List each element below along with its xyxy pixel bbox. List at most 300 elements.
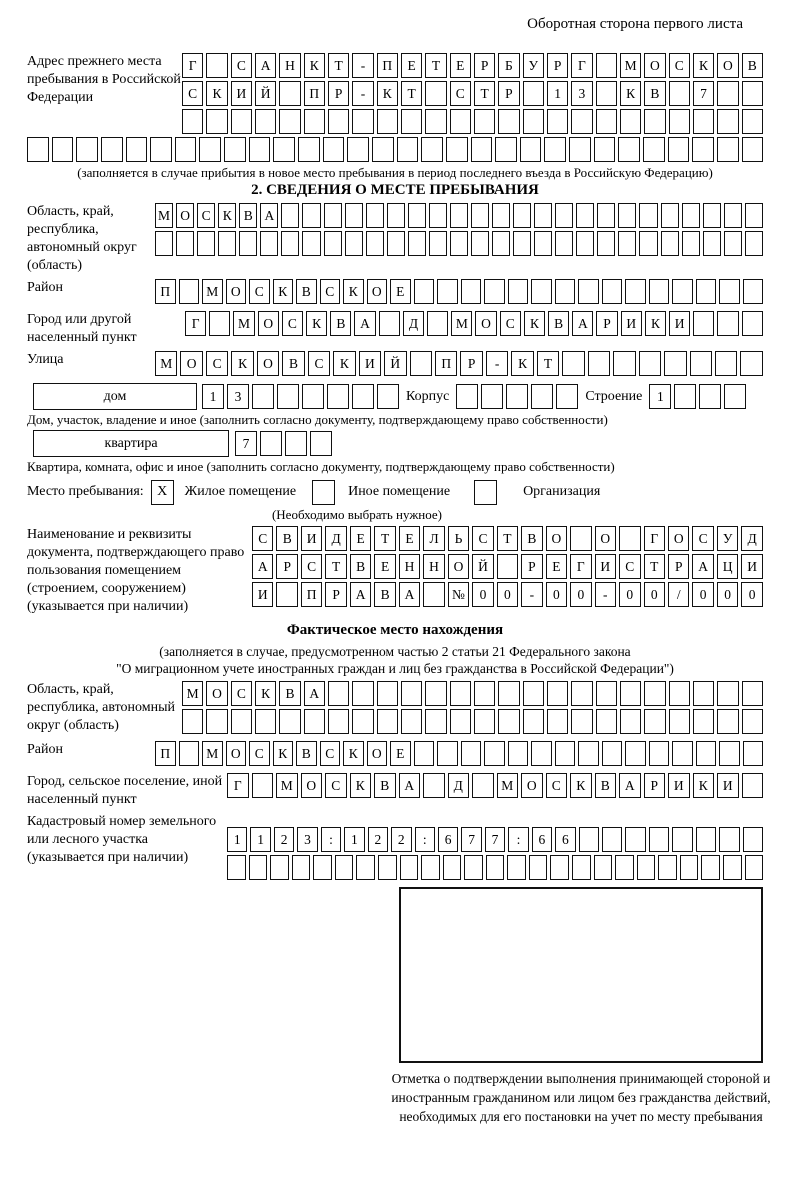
char-cell[interactable] xyxy=(471,203,489,228)
char-cell[interactable] xyxy=(401,681,422,706)
char-cell[interactable] xyxy=(547,681,568,706)
char-cell[interactable] xyxy=(637,855,656,880)
char-cell[interactable] xyxy=(588,351,610,376)
char-cell[interactable] xyxy=(555,279,576,304)
char-cell[interactable]: К xyxy=(273,741,294,766)
char-cell[interactable] xyxy=(209,311,230,336)
char-cell[interactable]: А xyxy=(692,554,713,579)
char-cell[interactable] xyxy=(279,81,300,106)
char-cell[interactable] xyxy=(717,311,738,336)
char-cell[interactable] xyxy=(227,855,246,880)
char-cell[interactable] xyxy=(292,855,311,880)
char-cell[interactable] xyxy=(387,231,405,256)
char-cell[interactable]: А xyxy=(399,582,420,607)
char-cell[interactable]: 3 xyxy=(297,827,317,852)
char-cell[interactable]: 6 xyxy=(555,827,575,852)
char-cell[interactable]: И xyxy=(252,582,273,607)
char-cell[interactable]: : xyxy=(415,827,435,852)
char-cell[interactable] xyxy=(461,279,482,304)
char-cell[interactable]: 7 xyxy=(693,81,714,106)
char-cell[interactable] xyxy=(644,681,665,706)
char-cell[interactable]: В xyxy=(374,773,396,798)
char-cell[interactable] xyxy=(484,279,505,304)
char-cell[interactable]: Л xyxy=(423,526,444,551)
char-cell[interactable] xyxy=(534,231,552,256)
char-cell[interactable]: С xyxy=(500,311,521,336)
char-cell[interactable] xyxy=(281,203,299,228)
char-cell[interactable] xyxy=(724,231,742,256)
char-cell[interactable] xyxy=(682,203,700,228)
char-cell[interactable]: К xyxy=(273,279,294,304)
checkbox-inoe[interactable] xyxy=(312,480,335,505)
char-cell[interactable]: Г xyxy=(185,311,206,336)
char-cell[interactable]: Т xyxy=(497,526,518,551)
char-cell[interactable]: А xyxy=(354,311,375,336)
char-cell[interactable] xyxy=(531,384,553,409)
char-cell[interactable] xyxy=(377,709,398,734)
char-cell[interactable]: О xyxy=(644,53,665,78)
char-cell[interactable]: С xyxy=(231,53,252,78)
char-cell[interactable] xyxy=(625,279,646,304)
char-cell[interactable]: В xyxy=(330,311,351,336)
char-cell[interactable] xyxy=(408,203,426,228)
char-cell[interactable]: : xyxy=(321,827,341,852)
char-cell[interactable] xyxy=(328,109,349,134)
char-cell[interactable]: П xyxy=(304,81,325,106)
char-cell[interactable] xyxy=(179,279,200,304)
char-cell[interactable] xyxy=(513,231,531,256)
char-cell[interactable]: - xyxy=(521,582,542,607)
char-cell[interactable] xyxy=(379,311,400,336)
char-cell[interactable] xyxy=(27,137,49,162)
char-cell[interactable] xyxy=(352,384,374,409)
char-cell[interactable]: О xyxy=(226,279,247,304)
char-cell[interactable] xyxy=(327,384,349,409)
char-cell[interactable] xyxy=(277,384,299,409)
char-cell[interactable]: Н xyxy=(423,554,444,579)
char-cell[interactable]: П xyxy=(435,351,457,376)
char-cell[interactable] xyxy=(101,137,123,162)
char-cell[interactable] xyxy=(669,709,690,734)
char-cell[interactable]: К xyxy=(218,203,236,228)
char-cell[interactable] xyxy=(255,109,276,134)
char-cell[interactable] xyxy=(668,137,690,162)
char-cell[interactable]: С xyxy=(231,681,252,706)
char-cell[interactable] xyxy=(497,554,518,579)
char-cell[interactable]: О xyxy=(301,773,323,798)
char-cell[interactable] xyxy=(255,709,276,734)
char-cell[interactable]: С xyxy=(252,526,273,551)
char-cell[interactable]: М xyxy=(451,311,472,336)
char-cell[interactable] xyxy=(328,709,349,734)
char-cell[interactable] xyxy=(182,109,203,134)
char-cell[interactable] xyxy=(692,137,714,162)
char-cell[interactable] xyxy=(450,203,468,228)
char-cell[interactable] xyxy=(696,279,717,304)
char-cell[interactable] xyxy=(492,231,510,256)
char-cell[interactable] xyxy=(740,351,762,376)
char-cell[interactable]: О xyxy=(226,741,247,766)
char-cell[interactable] xyxy=(649,279,670,304)
char-cell[interactable] xyxy=(492,203,510,228)
char-cell[interactable]: Е xyxy=(390,279,411,304)
char-cell[interactable] xyxy=(699,384,721,409)
char-cell[interactable] xyxy=(555,231,573,256)
char-cell[interactable]: 1 xyxy=(250,827,270,852)
char-cell[interactable] xyxy=(523,681,544,706)
char-cell[interactable]: 1 xyxy=(649,384,671,409)
char-cell[interactable] xyxy=(576,203,594,228)
char-cell[interactable]: И xyxy=(621,311,642,336)
char-cell[interactable] xyxy=(206,53,227,78)
char-cell[interactable] xyxy=(513,203,531,228)
char-cell[interactable] xyxy=(260,231,278,256)
char-cell[interactable] xyxy=(717,681,738,706)
char-cell[interactable] xyxy=(421,137,443,162)
char-cell[interactable] xyxy=(285,431,307,456)
char-cell[interactable]: О xyxy=(546,526,567,551)
char-cell[interactable] xyxy=(619,526,640,551)
char-cell[interactable] xyxy=(669,681,690,706)
char-cell[interactable]: К xyxy=(645,311,666,336)
char-cell[interactable]: М xyxy=(276,773,298,798)
char-cell[interactable] xyxy=(425,709,446,734)
char-cell[interactable] xyxy=(639,231,657,256)
char-cell[interactable] xyxy=(508,279,529,304)
char-cell[interactable]: Р xyxy=(668,554,689,579)
char-cell[interactable]: Г xyxy=(644,526,665,551)
char-cell[interactable]: Г xyxy=(571,53,592,78)
char-cell[interactable] xyxy=(672,741,693,766)
char-cell[interactable]: В xyxy=(296,741,317,766)
char-cell[interactable]: О xyxy=(367,279,388,304)
char-cell[interactable] xyxy=(742,137,764,162)
char-cell[interactable] xyxy=(596,81,617,106)
char-cell[interactable] xyxy=(450,231,468,256)
char-cell[interactable]: 7 xyxy=(461,827,481,852)
char-cell[interactable] xyxy=(544,137,566,162)
char-cell[interactable] xyxy=(410,351,432,376)
char-cell[interactable] xyxy=(471,137,493,162)
char-cell[interactable]: С xyxy=(619,554,640,579)
char-cell[interactable]: - xyxy=(486,351,508,376)
char-cell[interactable] xyxy=(179,741,200,766)
char-cell[interactable]: С xyxy=(320,741,341,766)
char-cell[interactable]: К xyxy=(524,311,545,336)
char-cell[interactable] xyxy=(302,384,324,409)
char-cell[interactable]: В xyxy=(282,351,304,376)
char-cell[interactable] xyxy=(464,855,483,880)
char-cell[interactable] xyxy=(602,827,622,852)
char-cell[interactable] xyxy=(356,855,375,880)
char-cell[interactable] xyxy=(252,773,274,798)
char-cell[interactable]: В xyxy=(644,81,665,106)
char-cell[interactable] xyxy=(661,231,679,256)
char-cell[interactable]: А xyxy=(304,681,325,706)
char-cell[interactable] xyxy=(555,741,576,766)
char-cell[interactable] xyxy=(498,109,519,134)
char-cell[interactable]: Д xyxy=(741,526,762,551)
char-cell[interactable] xyxy=(345,231,363,256)
char-cell[interactable]: С xyxy=(450,81,471,106)
char-cell[interactable]: С xyxy=(546,773,568,798)
char-cell[interactable]: 6 xyxy=(438,827,458,852)
char-cell[interactable]: К xyxy=(343,279,364,304)
char-cell[interactable]: Р xyxy=(460,351,482,376)
char-cell[interactable]: Е xyxy=(390,741,411,766)
char-cell[interactable] xyxy=(570,526,591,551)
char-cell[interactable] xyxy=(597,231,615,256)
char-cell[interactable] xyxy=(328,681,349,706)
char-cell[interactable] xyxy=(377,384,399,409)
char-cell[interactable] xyxy=(461,741,482,766)
char-cell[interactable]: А xyxy=(619,773,641,798)
char-cell[interactable]: Р xyxy=(325,582,346,607)
char-cell[interactable] xyxy=(224,137,246,162)
char-cell[interactable]: М xyxy=(497,773,519,798)
char-cell[interactable] xyxy=(572,855,591,880)
char-cell[interactable] xyxy=(745,231,763,256)
char-cell[interactable] xyxy=(696,741,717,766)
char-cell[interactable] xyxy=(556,384,578,409)
char-cell[interactable] xyxy=(620,681,641,706)
char-cell[interactable] xyxy=(323,137,345,162)
char-cell[interactable] xyxy=(443,855,462,880)
char-cell[interactable] xyxy=(618,231,636,256)
char-cell[interactable]: В xyxy=(374,582,395,607)
char-cell[interactable] xyxy=(594,137,616,162)
char-cell[interactable]: К xyxy=(693,53,714,78)
char-cell[interactable] xyxy=(252,384,274,409)
char-cell[interactable] xyxy=(620,109,641,134)
char-cell[interactable] xyxy=(397,137,419,162)
char-cell[interactable] xyxy=(625,741,646,766)
char-cell[interactable] xyxy=(547,109,568,134)
char-cell[interactable]: В xyxy=(742,53,763,78)
char-cell[interactable]: Р xyxy=(644,773,666,798)
char-cell[interactable] xyxy=(531,279,552,304)
char-cell[interactable] xyxy=(423,773,445,798)
char-cell[interactable] xyxy=(260,431,282,456)
char-cell[interactable] xyxy=(400,855,419,880)
char-cell[interactable] xyxy=(279,109,300,134)
char-cell[interactable] xyxy=(742,109,763,134)
char-cell[interactable] xyxy=(661,203,679,228)
char-cell[interactable] xyxy=(175,137,197,162)
char-cell[interactable]: Ц xyxy=(717,554,738,579)
char-cell[interactable] xyxy=(76,137,98,162)
char-cell[interactable]: 0 xyxy=(644,582,665,607)
char-cell[interactable]: М xyxy=(155,351,177,376)
char-cell[interactable] xyxy=(745,203,763,228)
char-cell[interactable] xyxy=(625,827,645,852)
char-cell[interactable]: Т xyxy=(401,81,422,106)
char-cell[interactable]: И xyxy=(359,351,381,376)
char-cell[interactable] xyxy=(562,351,584,376)
char-cell[interactable]: Т xyxy=(325,554,346,579)
char-cell[interactable] xyxy=(693,311,714,336)
char-cell[interactable] xyxy=(472,773,494,798)
char-cell[interactable] xyxy=(602,279,623,304)
char-cell[interactable] xyxy=(324,203,342,228)
char-cell[interactable] xyxy=(176,231,194,256)
char-cell[interactable] xyxy=(352,709,373,734)
char-cell[interactable] xyxy=(279,709,300,734)
char-cell[interactable]: В xyxy=(296,279,317,304)
char-cell[interactable]: Г xyxy=(227,773,249,798)
char-cell[interactable] xyxy=(703,231,721,256)
char-cell[interactable] xyxy=(693,681,714,706)
char-cell[interactable] xyxy=(701,855,720,880)
char-cell[interactable]: Д xyxy=(325,526,346,551)
char-cell[interactable] xyxy=(197,231,215,256)
char-cell[interactable]: Б xyxy=(498,53,519,78)
char-cell[interactable]: П xyxy=(155,741,176,766)
char-cell[interactable] xyxy=(743,741,764,766)
char-cell[interactable]: Р xyxy=(474,53,495,78)
char-cell[interactable] xyxy=(579,827,599,852)
char-cell[interactable] xyxy=(345,203,363,228)
char-cell[interactable] xyxy=(520,137,542,162)
char-cell[interactable]: Т xyxy=(644,554,665,579)
char-cell[interactable] xyxy=(310,431,332,456)
char-cell[interactable] xyxy=(523,109,544,134)
char-cell[interactable] xyxy=(717,137,739,162)
char-cell[interactable] xyxy=(486,855,505,880)
char-cell[interactable] xyxy=(602,741,623,766)
char-cell[interactable]: С xyxy=(249,741,270,766)
char-cell[interactable] xyxy=(618,137,640,162)
char-cell[interactable] xyxy=(471,231,489,256)
char-cell[interactable] xyxy=(596,109,617,134)
char-cell[interactable]: И xyxy=(668,773,690,798)
char-cell[interactable]: В xyxy=(276,526,297,551)
char-cell[interactable] xyxy=(693,109,714,134)
char-cell[interactable]: О xyxy=(367,741,388,766)
char-cell[interactable]: К xyxy=(231,351,253,376)
char-cell[interactable]: О xyxy=(257,351,279,376)
char-cell[interactable]: С xyxy=(182,81,203,106)
char-cell[interactable]: Е xyxy=(350,526,371,551)
char-cell[interactable] xyxy=(594,855,613,880)
char-cell[interactable]: М xyxy=(202,279,223,304)
char-cell[interactable] xyxy=(531,741,552,766)
char-cell[interactable]: Т xyxy=(537,351,559,376)
char-cell[interactable] xyxy=(498,681,519,706)
char-cell[interactable]: Е xyxy=(546,554,567,579)
char-cell[interactable] xyxy=(281,231,299,256)
char-cell[interactable]: С xyxy=(282,311,303,336)
char-cell[interactable] xyxy=(429,203,447,228)
char-cell[interactable] xyxy=(425,81,446,106)
char-cell[interactable]: № xyxy=(448,582,469,607)
char-cell[interactable]: К xyxy=(511,351,533,376)
char-cell[interactable] xyxy=(664,351,686,376)
char-cell[interactable] xyxy=(550,855,569,880)
char-cell[interactable]: И xyxy=(301,526,322,551)
char-cell[interactable] xyxy=(401,109,422,134)
char-cell[interactable]: С xyxy=(472,526,493,551)
char-cell[interactable] xyxy=(578,741,599,766)
char-cell[interactable] xyxy=(745,855,764,880)
char-cell[interactable] xyxy=(578,279,599,304)
char-cell[interactable]: К xyxy=(306,311,327,336)
char-cell[interactable] xyxy=(643,137,665,162)
char-cell[interactable]: С xyxy=(320,279,341,304)
char-cell[interactable] xyxy=(644,109,665,134)
char-cell[interactable]: С xyxy=(197,203,215,228)
char-cell[interactable] xyxy=(304,709,325,734)
char-cell[interactable] xyxy=(596,709,617,734)
char-cell[interactable] xyxy=(52,137,74,162)
checkbox-zhiloe[interactable]: X xyxy=(151,480,174,505)
char-cell[interactable]: 0 xyxy=(546,582,567,607)
char-cell[interactable] xyxy=(150,137,172,162)
char-cell[interactable]: У xyxy=(523,53,544,78)
char-cell[interactable] xyxy=(742,81,763,106)
char-cell[interactable] xyxy=(231,709,252,734)
char-cell[interactable]: О xyxy=(180,351,202,376)
char-cell[interactable]: Т xyxy=(328,53,349,78)
char-cell[interactable]: С xyxy=(669,53,690,78)
char-cell[interactable]: В xyxy=(595,773,617,798)
char-cell[interactable]: Й xyxy=(255,81,276,106)
char-cell[interactable]: И xyxy=(669,311,690,336)
char-cell[interactable]: 1 xyxy=(227,827,247,852)
char-cell[interactable]: О xyxy=(595,526,616,551)
char-cell[interactable]: М xyxy=(182,681,203,706)
char-cell[interactable] xyxy=(474,109,495,134)
char-cell[interactable]: Е xyxy=(401,53,422,78)
char-cell[interactable] xyxy=(446,137,468,162)
char-cell[interactable]: К xyxy=(620,81,641,106)
char-cell[interactable]: О xyxy=(206,681,227,706)
char-cell[interactable] xyxy=(658,855,677,880)
char-cell[interactable] xyxy=(639,203,657,228)
char-cell[interactable]: Е xyxy=(399,526,420,551)
char-cell[interactable]: И xyxy=(741,554,762,579)
char-cell[interactable]: 0 xyxy=(497,582,518,607)
char-cell[interactable] xyxy=(427,311,448,336)
char-cell[interactable]: А xyxy=(350,582,371,607)
char-cell[interactable]: 1 xyxy=(547,81,568,106)
char-cell[interactable] xyxy=(569,137,591,162)
char-cell[interactable] xyxy=(273,137,295,162)
char-cell[interactable] xyxy=(596,681,617,706)
char-cell[interactable] xyxy=(352,681,373,706)
char-cell[interactable] xyxy=(672,827,692,852)
char-cell[interactable]: Д xyxy=(448,773,470,798)
char-cell[interactable] xyxy=(324,231,342,256)
char-cell[interactable] xyxy=(508,741,529,766)
char-cell[interactable]: 1 xyxy=(344,827,364,852)
char-cell[interactable] xyxy=(414,741,435,766)
char-cell[interactable] xyxy=(387,203,405,228)
char-cell[interactable]: К xyxy=(377,81,398,106)
char-cell[interactable]: М xyxy=(155,203,173,228)
char-cell[interactable]: С xyxy=(308,351,330,376)
char-cell[interactable]: - xyxy=(352,53,373,78)
char-cell[interactable] xyxy=(576,231,594,256)
char-cell[interactable]: Е xyxy=(450,53,471,78)
char-cell[interactable] xyxy=(425,109,446,134)
char-cell[interactable] xyxy=(437,741,458,766)
char-cell[interactable]: О xyxy=(521,773,543,798)
char-cell[interactable]: Р xyxy=(328,81,349,106)
char-cell[interactable] xyxy=(372,137,394,162)
char-cell[interactable] xyxy=(715,351,737,376)
char-cell[interactable] xyxy=(613,351,635,376)
